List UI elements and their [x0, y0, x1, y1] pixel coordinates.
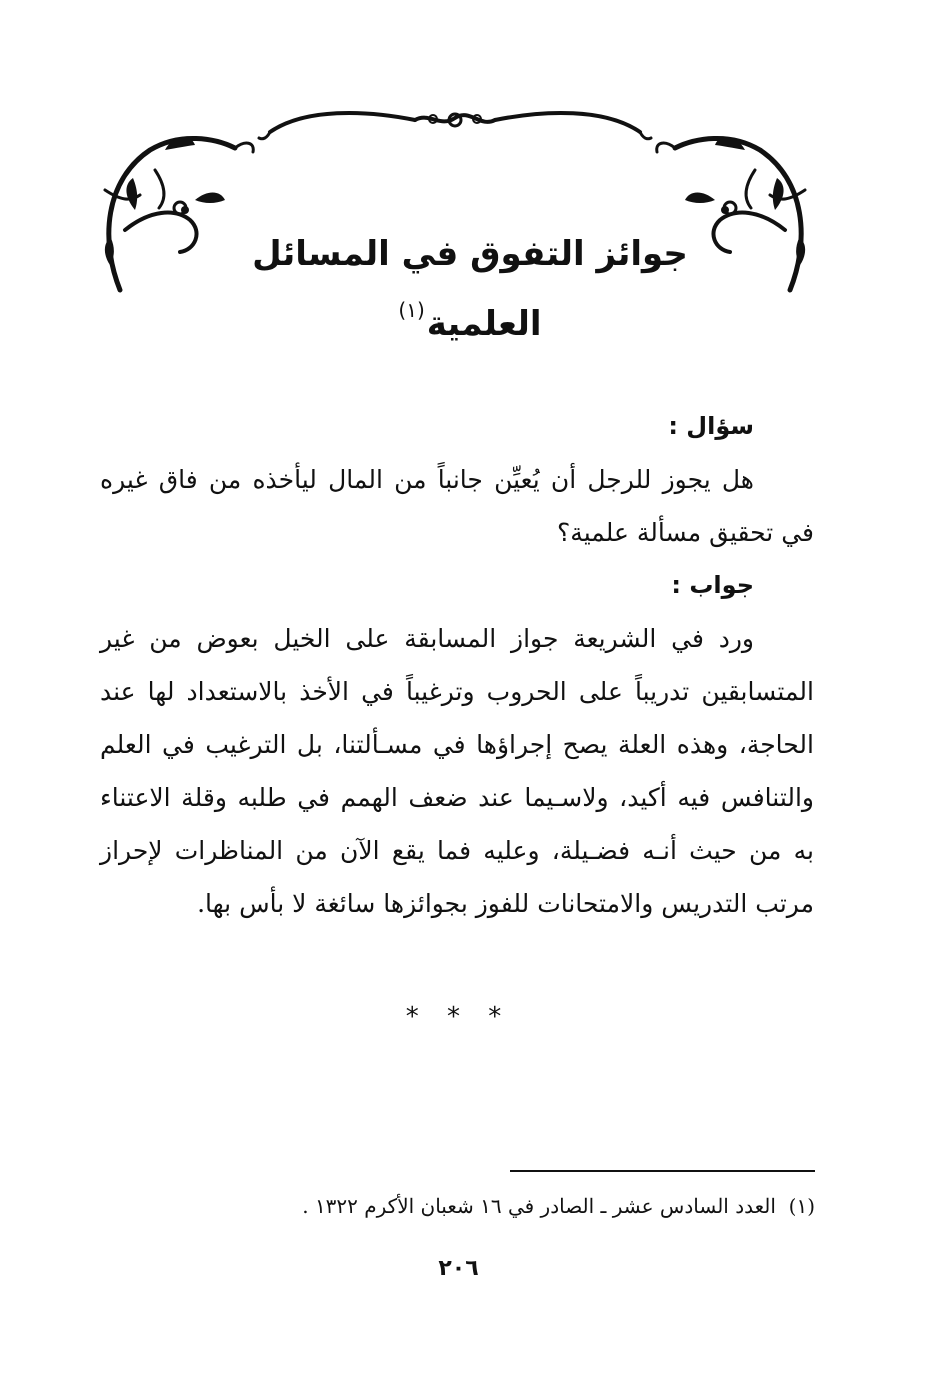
title-text: جوائز التفوق في المسائل العلمية — [252, 234, 688, 344]
question-text: هل يجوز للرجل أن يُعيِّن جانباً من المال ليأخذه من فاق غيره في تحقيق مسألة علمية؟ — [100, 465, 814, 547]
footnote — [200, 1188, 815, 1224]
main-content — [100, 400, 814, 930]
question-label: سؤال : — [668, 412, 754, 440]
section-separator: * * * — [405, 1002, 512, 1032]
answer-text: ورد في الشريعة جواز المسابقة على الخيل بعوض من غير المتسابقين تدريباً على الحروب وترغيباً في الأخذ بالاستعداد لها عند الحاجة، وهذه العلة يصح إجراؤها في مسـألتنا، بل الترغيب في العلم والتنافس فيه أكيد، ولاسـيما عند ضعف الهمم في طلبه وقلة الاعتناء به من حيث أنـه فضـيلة، وعليه فما يقع الآن من المناظرات لإحراز مرتب التدريس والامتحانات للفوز بجوائزها سائغة لا بأس بها. — [100, 624, 814, 918]
answer-label: جواب : — [671, 571, 754, 599]
title-footnote-ref: (١) — [398, 298, 425, 322]
footnote-text: العدد السادس عشر ـ الصادر في ١٦ شعبان الأكرم ١٣٢٢ . — [302, 1194, 776, 1218]
page-title — [190, 226, 750, 352]
page-number: ٢٠٦ — [438, 1256, 479, 1281]
footnote-divider — [510, 1170, 815, 1172]
footnote-marker: (١) — [788, 1194, 815, 1218]
